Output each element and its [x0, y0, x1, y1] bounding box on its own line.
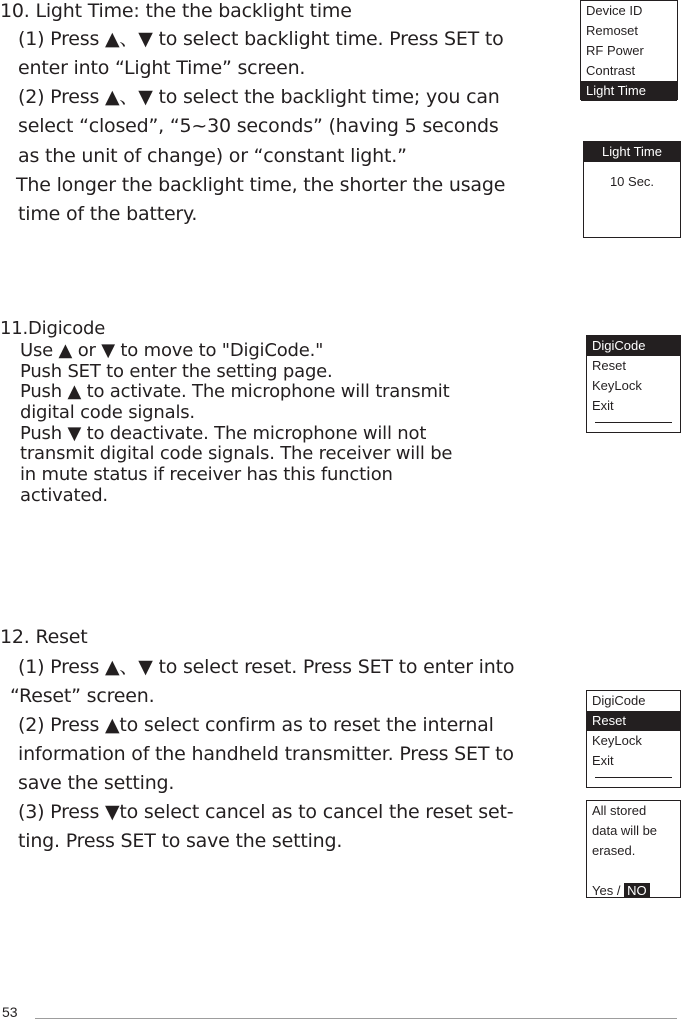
page-number: 53 — [2, 1004, 18, 1020]
lcd-menu-screen — [580, 0, 678, 100]
light-time-value: 10 Sec. — [609, 174, 655, 189]
section-10-text: enter into “Light Time” screen. — [18, 57, 306, 79]
yes-no-row — [587, 881, 680, 901]
section-11-text: digital code signals. — [20, 402, 195, 423]
section-12-text: (1) Press ▲、▼ to select reset. Press SET to enter into — [18, 656, 515, 678]
section-12-text: ting. Press SET to save the setting. — [18, 830, 343, 852]
section-11-text: Push ▲ to activate. The microphone will transmit — [20, 381, 450, 402]
section-12-text: (2) Press ▲to select confirm as to reset the internal — [18, 714, 494, 736]
section-11-text: transmit digital code signals. The receiver will be — [20, 443, 453, 464]
section-12-text: information of the handheld transmitter. Press SET to — [18, 743, 514, 765]
menu-item-contrast: Contrast — [586, 63, 636, 78]
section-10-text: (1) Press ▲、▼ to select backlight time. Press SET to — [18, 28, 504, 50]
section-10-heading: 10. Light Time: the the backlight time — [0, 0, 352, 22]
section-12-text: save the setting. — [18, 772, 175, 794]
menu-divider — [595, 422, 672, 423]
lcd-light-time-screen — [583, 141, 681, 238]
menu-item-reset: Reset — [592, 358, 626, 373]
confirm-spacer — [587, 861, 680, 881]
section-11-text: Push ▼ to deactivate. The microphone will not — [20, 423, 427, 444]
menu-item-light-time: Light Time — [581, 81, 677, 101]
menu-item-digicode: DigiCode — [587, 336, 680, 356]
section-12-heading: 12. Reset — [0, 626, 88, 648]
confirm-text-line: All stored — [592, 803, 647, 818]
lcd-digicode-screen — [586, 335, 681, 433]
menu-item-exit: Exit — [592, 398, 614, 413]
footer-rule — [35, 1018, 677, 1019]
menu-item-rf-power: RF Power — [586, 43, 644, 58]
section-10-text: (2) Press ▲、▼ to select the backlight time; you can — [18, 86, 500, 108]
section-11-text: Push SET to enter the setting page. — [20, 361, 333, 382]
confirm-text-line: erased. — [592, 843, 636, 858]
section-10-text: The longer the backlight time, the shorter the usage — [16, 174, 506, 196]
menu-divider — [595, 777, 672, 778]
confirm-text-line: data will be — [592, 823, 658, 838]
section-10-text: select “closed”, “5~30 seconds” (having 5 seconds — [18, 115, 499, 137]
menu-item-keylock: KeyLock — [592, 733, 642, 748]
menu-item-reset: Reset — [587, 711, 680, 731]
menu-item-remoset: Remoset — [586, 23, 639, 38]
section-10-text: time of the battery. — [18, 203, 198, 225]
menu-item-digicode: DigiCode — [592, 693, 646, 708]
light-time-title: Light Time — [584, 142, 680, 162]
section-11-heading: 11.Digicode — [0, 318, 106, 339]
no-option: NO — [624, 883, 650, 898]
section-11-text: in mute status if receiver has this function — [20, 464, 393, 485]
menu-item-device-id: Device ID — [586, 3, 643, 18]
menu-item-exit: Exit — [592, 753, 614, 768]
section-12-text: “Reset” screen. — [10, 685, 155, 707]
menu-item-keylock: KeyLock — [592, 378, 642, 393]
section-12-text: (3) Press ▼to select cancel as to cancel the reset set- — [18, 801, 514, 823]
lcd-reset-menu-screen — [586, 690, 681, 788]
section-10-text: as the unit of change) or “constant light.” — [18, 145, 407, 167]
lcd-reset-confirm-screen — [586, 800, 681, 898]
section-11-text: Use ▲ or ▼ to move to "DigiCode." — [20, 340, 324, 361]
section-11-text: activated. — [20, 485, 108, 506]
yes-option: Yes / — [592, 883, 621, 898]
